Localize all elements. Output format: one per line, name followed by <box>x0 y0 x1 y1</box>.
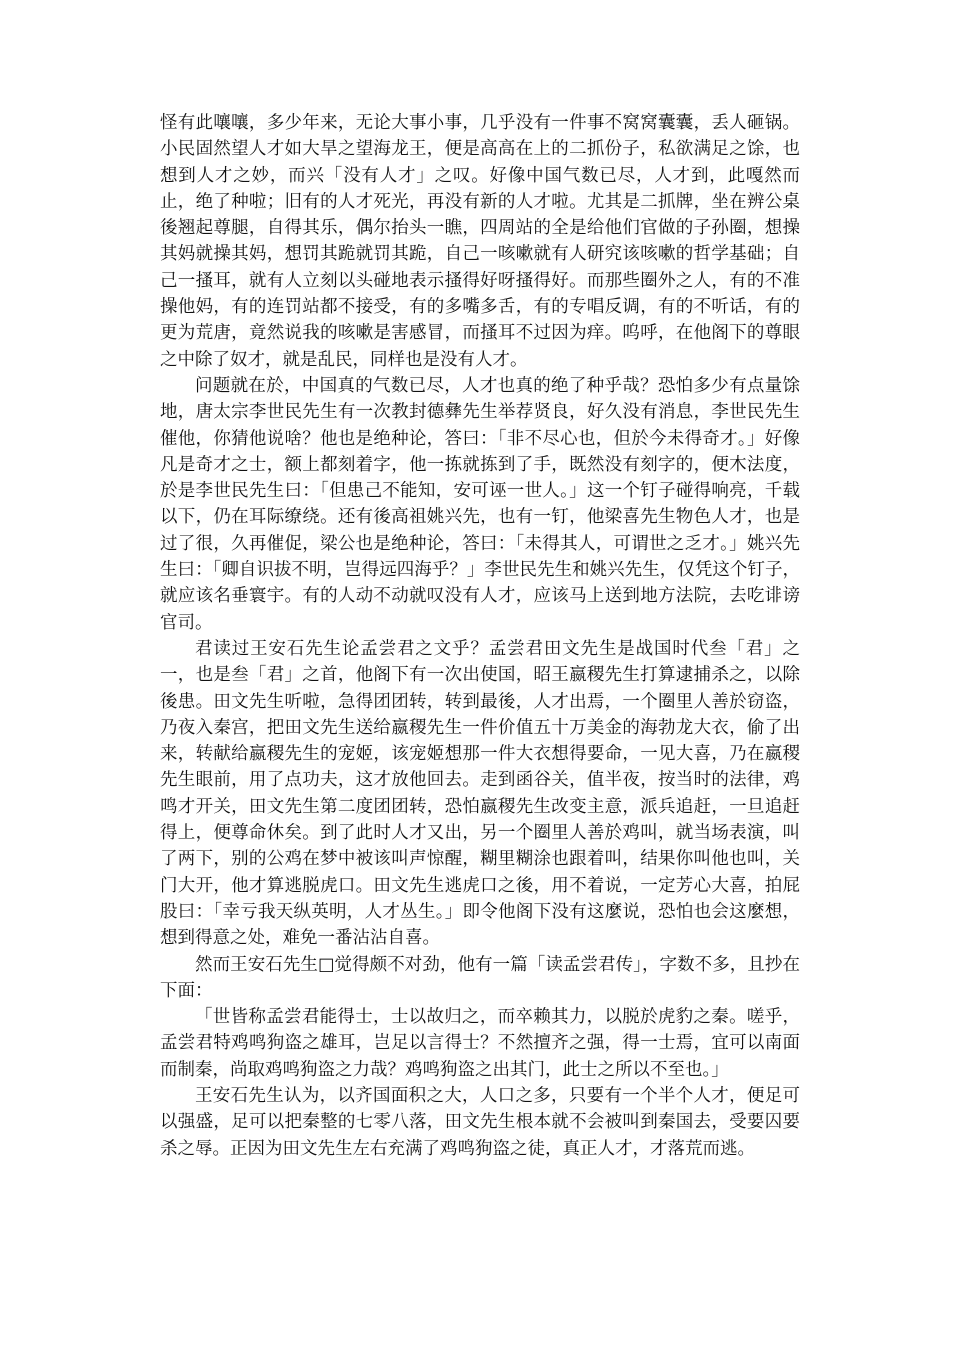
document-page <box>160 110 800 1162</box>
paragraph-4: 然而王安石先生□觉得颇不对劲，他有一篇「读孟尝君传」，字数不多，且抄在下面： <box>160 954 800 1001</box>
paragraph-1: 怪有此嚷嚷，多少年来，无论大事小事，几乎没有一件事不窝窝囊囊，丢人砸锅。小民固然望人才如大旱之望海龙王，便是高高在上的二抓份子，私欲满足之馀，也想到人才之妙，而兴「没有人才」之叹。好像中国气数已尽，人才到，此嘎然而止，绝了种啦；旧有的人才死光，再没有新的人才啦。尤其是二抓牌，坐在辨公桌後翘起尊腿，自得其乐，偶尔抬头一瞧，四周站的全是给他们官做的子孙圈，想操其妈就操其妈，想罚其跪就罚其跪，自己一咳嗽就有人研究该咳嗽的哲学基础；自己一搔耳，就有人立刻以头碰地表示搔得好呀搔得好。而那些圈外之人，有的不准操他妈，有的连罚站都不接受，有的多嘴多舌，有的专唱反调，有的不听话，有的更为荒唐，竟然说我的咳嗽是害感冒，而搔耳不过因为痒。呜呼，在他阁下的尊眼之中除了奴才，就是乱民，同样也是没有人才。 <box>160 113 800 370</box>
paragraph-6: 王安石先生认为，以齐国面积之大，人口之多，只要有一个半个人才，便足可以强盛，足可以把秦整的七零八落，田文先生根本就不会被叫到秦国去，受要囚要杀之辱。正因为田文先生左右充满了鸡鸣狗盗之徒，真正人才，才落荒而逃。 <box>160 1085 800 1159</box>
paragraph-2: 问题就在於，中国真的气数已尽，人才也真的绝了种乎哉？恐怕多少有点量馀地，唐太宗李世民先生有一次教封德彝先生举荐贤良，好久没有消息，李世民先生催他，你猜他说啥？他也是绝种论，答曰：「非不尽心也，但於今未得奇才。」好像凡是奇才之士，额上都刻着字，他一拣就拣到了手，既然没有刻字的，便木法度，於是李世民先生曰：「但患己不能知，安可诬一世人。」这一个钉子碰得响亮，千载以下，仍在耳际缭绕。还有後高祖姚兴先，也有一钉，他梁喜先生物色人才，也是过了很，久再催促，梁公也是绝种论，答曰：「未得其人，可谓世之乏才。」姚兴先生曰：「卿自识拔不明，岂得远四海乎？」李世民先生和姚兴先生，仅凭这个钉子，就应该名垂寰宇。有的人动不动就叹没有人才，应该马上送到地方法院，去吃诽谤官司。 <box>160 375 800 633</box>
paragraph-3: 君读过王安石先生论孟尝君之文乎？孟尝君田文先生是战国时代叁「君」之一，也是叁「君」之首，他阁下有一次出使国，昭王嬴稷先生打算逮捕杀之，以除後患。田文先生听啦，急得团团转，转到最後，人才出焉，一个圈里人善於窃盗，乃夜入秦宫，把田文先生送给嬴稷先生一件价值五十万美金的海勃龙大衣，偷了出来，转献给嬴稷先生的宠姬，该宠姬想那一件大衣想得要命，一见大喜，乃在嬴稷先生眼前，用了点功夫，这才放他回去。走到函谷关，值半夜，按当时的法律，鸡鸣才开关，田文先生第二度团团转，恐怕嬴稷先生改变主意，派兵追赶，一旦追赶得上，便尊命休矣。到了此时人才又出，另一个圈里人善於鸡叫，就当场表演，叫了两下，别的公鸡在梦中被该叫声惊醒，糊里糊涂也跟着叫，结果你叫他也叫，关门大开，他才算逃脱虎口。田文先生逃虎口之後，用不着说，一定芳心大喜，拍屁股曰：「幸亏我天纵英明，人才丛生。」即令他阁下没有这麼说，恐怕也会这麼想，想到得意之处，难免一番沾沾自喜。 <box>160 638 800 949</box>
paragraph-5-quote: 「世皆称孟尝君能得士，士以故归之，而卒赖其力，以脱於虎豹之秦。嗟乎，孟尝君特鸡鸣狗盗之雄耳，岂足以言得士？不然擅齐之强，得一士焉，宜可以南面而制秦，尚取鸡鸣狗盗之力哉？鸡鸣狗盗之出其门，此士之所以不至也。」 <box>160 1007 800 1080</box>
